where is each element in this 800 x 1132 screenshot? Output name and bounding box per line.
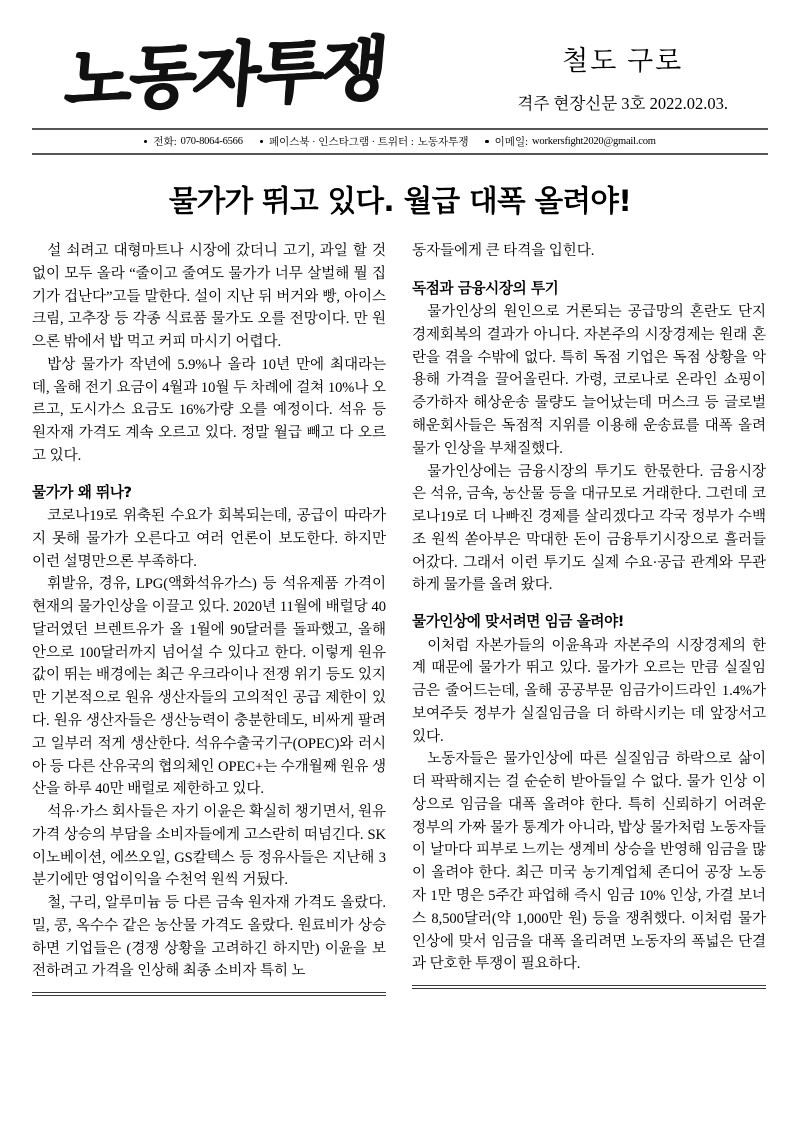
article-headline: 물가가 뛰고 있다. 월급 대폭 올려야! xyxy=(168,184,632,218)
paragraph: 물가인상의 원인으로 거론되는 공급망의 혼란도 단지 경제회복의 결과가 아니다. 자본주의 시장경제는 원래 혼란을 겪을 수밖에 없다. 특히 독점 기업은 독점 상황을 악용해 가격을 끌어올린다. 가령, 코로나로 온라인 쇼핑이 증가하자 해상운송 물량도 늘어났는데 머스크 등 글로벌 해운회사들은 독점적 지위를 이용해 운송료를 대폭 올려 물가 인상을 부채질했다. xyxy=(412,304,766,457)
contact-email-label: 이메일: xyxy=(494,137,529,148)
contact-phone-label: 전화: xyxy=(153,137,177,148)
contact-social-label: 페이스북 · 인스타그램 · 트위터 : xyxy=(268,137,414,148)
right-column xyxy=(412,240,766,989)
left-column xyxy=(32,240,386,996)
masthead xyxy=(32,0,768,121)
column-bottom-rule xyxy=(412,985,766,989)
paragraph: 이처럼 자본가들의 이윤욕과 자본주의 시장경제의 한계 때문에 물가가 뛰고 있다. 물가가 오르는 만큼 실질임금은 줄어드는데, 올해 공공부문 임금가이드라인 1.4%가 보여주듯 정부가 실질임금을 더 하락시키는 데 앞장서고 있다. xyxy=(412,637,766,745)
bullet-dot-icon xyxy=(144,140,147,143)
paragraph-continuation: 동자들에게 큰 타격을 입힌다. xyxy=(412,243,595,259)
bullet-dot-icon xyxy=(260,140,263,143)
contact-phone-value: 070-8064-6566 xyxy=(180,136,243,147)
column-bottom-rule xyxy=(32,992,386,996)
paragraph: 설 쇠려고 대형마트나 시장에 갔더니 고기, 과일 할 것 없이 모두 올라 “줄이고 줄여도 물가가 너무 살벌해 뭘 집기가 겁난다”고들 말한다. 설이 지난 뒤 버거와 빵, 아이스크림, 고추장 등 각종 식료품 물가도 오를 전망이다. 만 원으론 밖에서 밥 먹고 커피 마시기 어렵다. xyxy=(32,243,386,351)
edition-title: 철도 구로 xyxy=(562,45,684,76)
paragraph: 노동자들은 물가인상에 따른 실질임금 하락으로 삶이 더 팍팍해지는 걸 순순히 받아들일 수 없다. 물가 인상 이상으로 임금을 대폭 올려야 한다. 특히 신뢰하기 어려운 정부의 가짜 물가 통계가 아니라, 밥상 물가처럼 노동자들이 날마다 피부로 느끼는 생계비 상승을 반영해 임금을 많이 올려야 한다. 최근 미국 농기계업체 존디어 공장 노동자 1만 명은 5주간 파업해 즉시 임금 10% 인상, 가결 보너스 8,500달러(약 1,000만 원) 등을 쟁취했다. 이처럼 물가인상에 맞서 임금을 대폭 올리려면 노동자의 폭넓은 단결과 단호한 투쟁이 필요하다. xyxy=(412,751,766,973)
edition-meta: 격주 현장신문 3호 2022.02.03. xyxy=(517,94,728,113)
publication-logo-text: 노동자투쟁 xyxy=(61,28,388,121)
masthead-edition-block xyxy=(517,46,768,118)
contact-bar xyxy=(32,128,768,155)
paragraph: 석유·가스 회사들은 자기 이윤은 확실히 챙기면서, 원유가격 상승의 부담을 소비자들에게 고스란히 떠넘긴다. SK이노베이션, 에쓰오일, GS칼텍스 등 정유사들은 지난해 3분기에만 영업이익을 수천억 원씩 거뒀다. xyxy=(32,804,386,889)
subheading-why-prices-rise: 물가가 왜 뛰나? xyxy=(32,483,132,501)
paragraph: 물가인상에는 금융시장의 투기도 한몫한다. 금융시장은 석유, 금속, 농산물 등을 대규모로 거래한다. 그런데 코로나19로 더 나빠진 경제를 살리겠다고 각국 정부가 수백조 원씩 쏟아부은 막대한 돈이 금융투기시장으로 흘러들어갔다. 그래서 이런 투기도 실제 수요·공급 관계와 무관하게 물가를 올려 왔다. xyxy=(412,463,766,594)
paragraph: 휘발유, 경유, LPG(액화석유가스) 등 석유제품 가격이 현재의 물가인상을 이끌고 있다. 2020년 11월에 배럴당 40달러였던 브렌트유가 올 1월에 90달러를 돌파했고, 올해 안으로 100달러까지 넘어설 수 있다고 한다. 이렇게 원유 값이 뛰는 배경에는 최근 우크라이나 전쟁 위기 등도 있지만 기본적으로 원유 생산자들의 고의적인 공급 제한이 있다. 원유 생산자들은 생산능력이 충분한데도, 비싸게 팔려고 일부러 적게 생산한다. 석유수출국기구(OPEC)와 러시아 등 다른 산유국의 협의체인 OPEC+는 수개월째 원유 생산을 하루 40만 배럴로 제한하고 있다. xyxy=(32,576,386,798)
paragraph: 철, 구리, 알루미늄 등 다른 금속 원자재 가격도 올랐다. 밀, 콩, 옥수수 같은 농산물 가격도 올랐다. 원료비가 상승하면 기업들은 (경쟁 상황을 고려하긴 하지만) 이윤을 보전하려고 가격을 인상해 최종 소비자 특히 노 xyxy=(32,895,386,980)
contact-social-value: 노동자투쟁 xyxy=(417,137,469,148)
paragraph: 코로나19로 위축된 수요가 회복되는데, 공급이 따라가지 못해 물가가 오른다고 여러 언론이 보도한다. 하지만 이런 설명만으론 부족하다. xyxy=(32,508,386,570)
contact-email-value: workersfight2020@gmail.com xyxy=(532,136,656,147)
subheading-raise-wages: 물가인상에 맞서려면 임금 올려야! xyxy=(412,613,625,631)
publication-logo xyxy=(61,28,388,121)
subheading-monopoly-speculation: 독점과 금융시장의 투기 xyxy=(412,279,559,297)
article-columns xyxy=(32,240,768,996)
contact-phone xyxy=(144,134,243,149)
contact-social xyxy=(260,134,469,149)
bullet-dot-icon xyxy=(485,140,488,143)
contact-email xyxy=(485,134,655,149)
paragraph: 밥상 물가가 작년에 5.9%나 올라 10년 만에 최대라는데, 올해 전기 요금이 4월과 10월 두 차례에 걸쳐 10%나 오르고, 도시가스 요금도 16%가량 오를 예정이다. 석유 등 원자재 가격도 계속 오르고 있다. 정말 월급 빼고 다 오르고 있다. xyxy=(32,356,386,464)
